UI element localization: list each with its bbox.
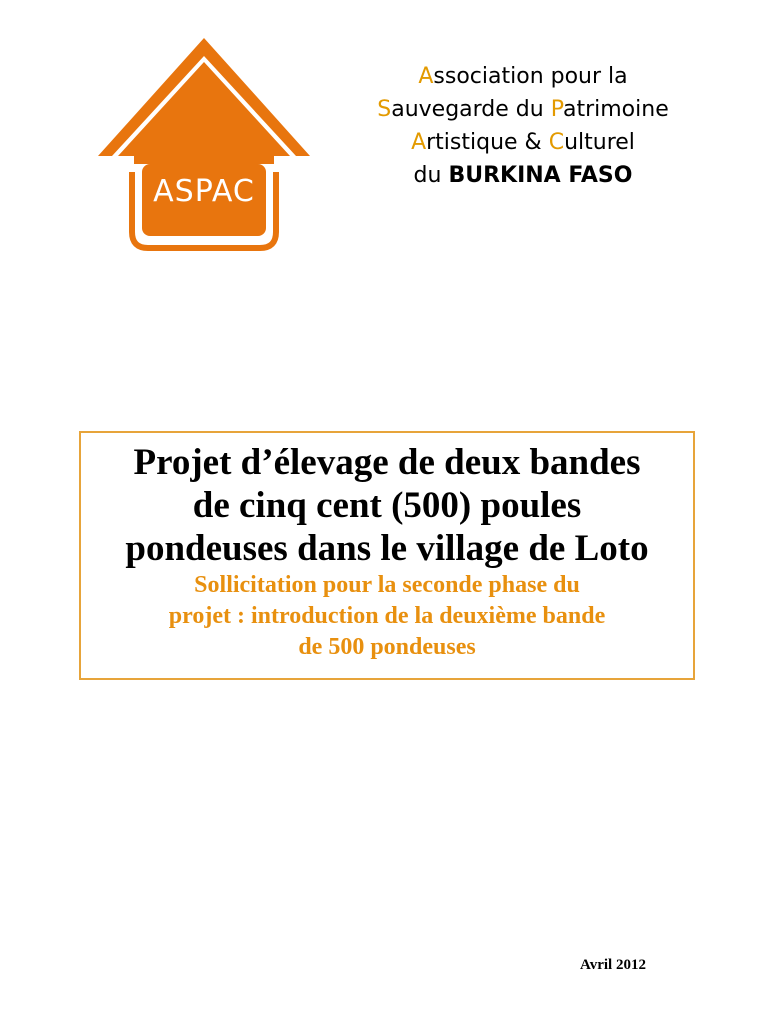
document-date: Avril 2012: [580, 957, 646, 973]
logo-text: ASPAC: [153, 174, 255, 209]
association-line-4: du BURKINA FASO: [413, 163, 633, 188]
project-subtitle: [87, 570, 687, 663]
house-logo-icon: [94, 36, 314, 254]
aspac-logo: [94, 36, 314, 254]
project-title-line: Projet d’élevage de deux bandes: [133, 442, 641, 483]
association-name: [318, 60, 728, 192]
project-subtitle-line: de 500 pondeuses: [298, 634, 476, 660]
project-title-box: [79, 431, 695, 680]
project-title-line: pondeuses dans le village de Loto: [125, 528, 649, 569]
project-subtitle-line: Sollicitation pour la seconde phase du: [194, 572, 580, 598]
association-line-3: Artistique & Culturel: [411, 130, 635, 155]
project-title: [87, 441, 687, 570]
association-line-2: Sauvegarde du Patrimoine: [377, 97, 669, 122]
association-line-1: Association pour la: [418, 64, 628, 89]
project-title-line: de cinq cent (500) poules: [192, 485, 582, 526]
project-subtitle-line: projet : introduction de la deuxième bande: [168, 603, 606, 629]
